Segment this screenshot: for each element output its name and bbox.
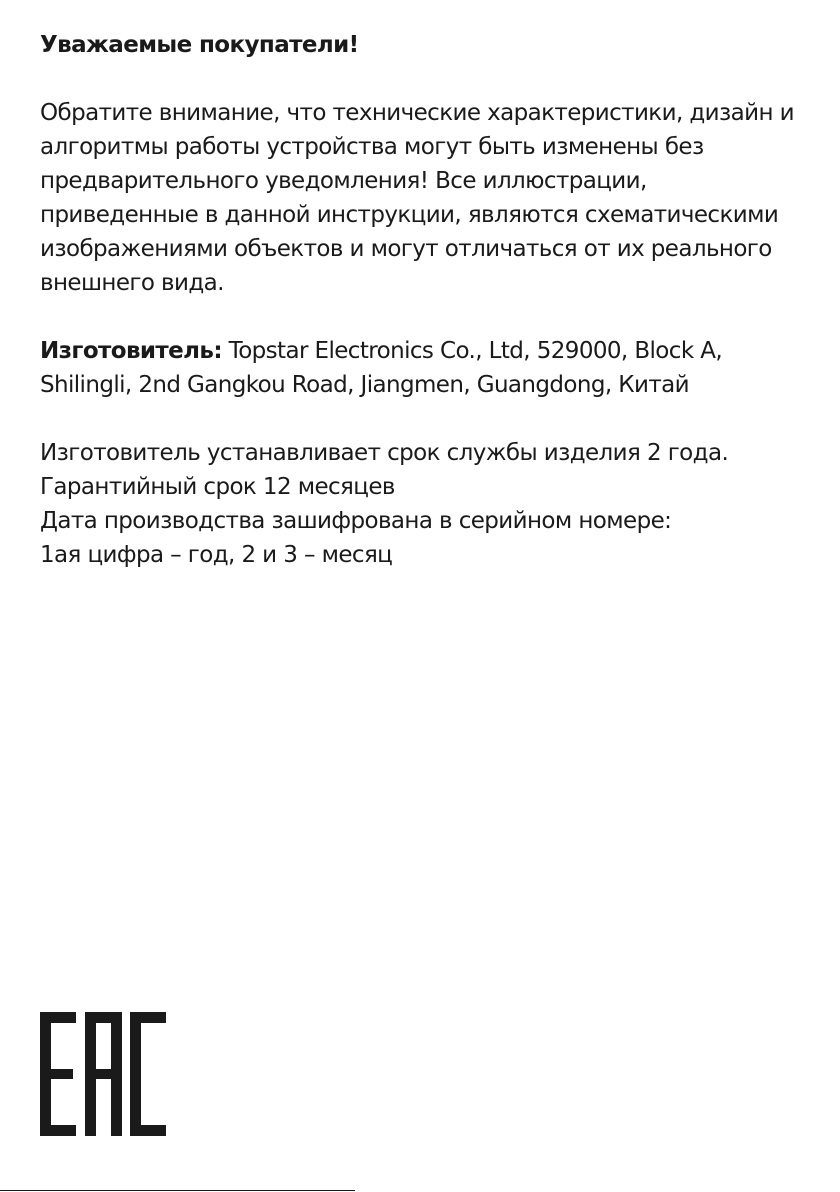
bottom-divider [0, 1190, 355, 1191]
manufacturer-line [40, 334, 830, 368]
eac-conformity-mark-icon [40, 1012, 166, 1136]
notice-line: приведенные в данной инструкции, являются схематическими [40, 202, 779, 228]
manufacturer-address-part2: Shilingli, 2nd Gangkou Road, Jiangmen, Guangdong, Китай [40, 372, 689, 398]
greeting-heading: Уважаемые покупатели! [40, 32, 359, 58]
notice-line: изображениями объектов и могут отличаться от их реального [40, 236, 772, 262]
notice-paragraph [40, 96, 830, 300]
service-paragraph [40, 436, 830, 572]
manufacturer-paragraph [40, 334, 830, 402]
service-line: Изготовитель устанавливает срок службы изделия 2 года. [40, 440, 729, 466]
warranty-line: Гарантийный срок 12 месяцев [40, 474, 395, 500]
document-body [40, 28, 830, 606]
notice-line: алгоритмы работы устройства могут быть изменены без [40, 134, 704, 160]
manufacturer-label: Изготовитель: [40, 338, 222, 364]
notice-line: внешнего вида. [40, 270, 224, 296]
serial-code-line: 1ая цифра – год, 2 и 3 – месяц [40, 542, 393, 568]
notice-line: предварительного уведомления! Все иллюстрации, [40, 168, 647, 194]
notice-line: Обратите внимание, что технические характеристики, дизайн и [40, 100, 794, 126]
manufacturer-address-part1: Topstar Electronics Co., Ltd, 529000, Block A, [221, 338, 723, 364]
production-date-line: Дата производства зашифрована в серийном номере: [40, 508, 672, 534]
